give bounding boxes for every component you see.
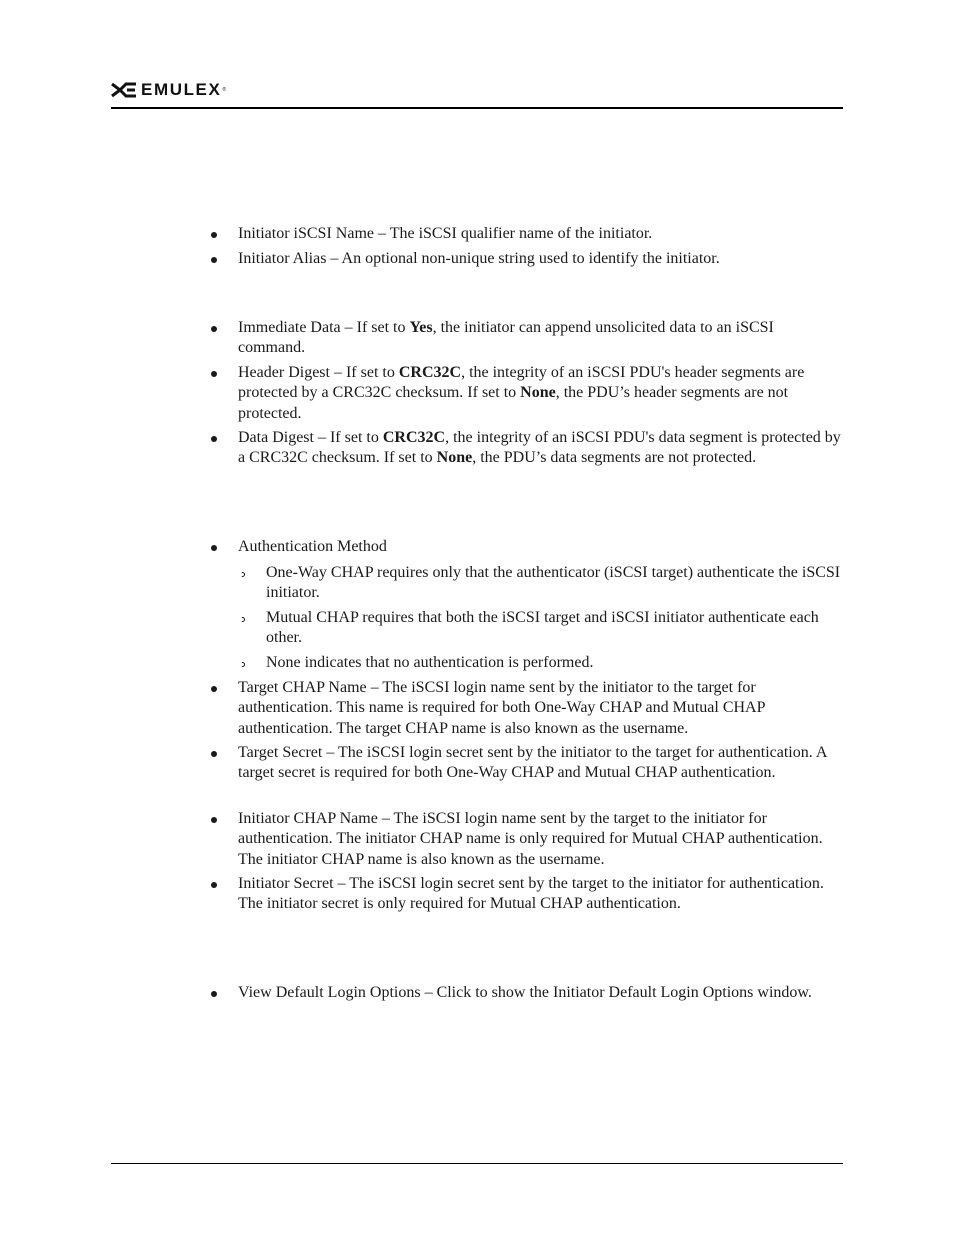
list-item-initiator-iscsi-name: Initiator iSCSI Name – The iSCSI qualifier name of the initiator.: [238, 225, 653, 242]
bullet-icon: [211, 326, 217, 332]
footer-rule: [111, 1163, 843, 1164]
bullet-icon: [211, 751, 217, 757]
bullet-icon: [211, 436, 217, 442]
bullet-icon: [211, 686, 217, 692]
list-item-view-default-login-options: View Default Login Options – Click to show the Initiator Default Login Options window.: [238, 984, 812, 1001]
list-item-initiator-secret: Initiator Secret – The iSCSI login secret sent by the target to the initiator for authentication. The initiator secret is only required for Mutual CHAP authentication.: [238, 875, 824, 913]
list-item-header-digest: Header Digest – If set to CRC32C, the integrity of an iSCSI PDU's header segments are protected by a CRC32C checksum. If set to None, the PDU’s header segments are not protected.: [238, 364, 805, 422]
trademark-symbol: ®: [222, 86, 227, 93]
sub-item-mutual-chap: Mutual CHAP requires that both the iSCSI target and iSCSI initiator authenticate each other.: [266, 609, 819, 647]
sub-bullet-icon: [240, 662, 245, 667]
bullet-icon: [211, 257, 217, 263]
emulex-logo: [111, 81, 226, 98]
list-item-immediate-data: Immediate Data – If set to Yes, the initiator can append unsolicited data to an iSCSI command.: [238, 319, 774, 357]
emulex-mark-icon: [111, 82, 137, 98]
list-item-initiator-alias: Initiator Alias – An optional non-unique string used to identify the initiator.: [238, 250, 720, 267]
list-item-data-digest: Data Digest – If set to CRC32C, the integrity of an iSCSI PDU's data segment is protected by a CRC32C checksum. If set to None, the PDU’s data segments are not protected.: [238, 429, 841, 467]
bullet-icon: [211, 817, 217, 823]
bullet-icon: [211, 991, 217, 997]
sub-bullet-icon: [240, 617, 245, 622]
sub-item-none: None indicates that no authentication is performed.: [266, 654, 594, 671]
list-item-target-chap-name: Target CHAP Name – The iSCSI login name sent by the initiator to the target for authentication. This name is required for both One-Way CHAP and Mutual CHAP authentication. The target CHAP name is also known as the username.: [238, 679, 765, 737]
sub-bullet-icon: [240, 572, 245, 577]
bullet-icon: [211, 232, 217, 238]
sub-item-one-way-chap: One-Way CHAP requires only that the authenticator (iSCSI target) authenticate the iSCSI initiator.: [266, 564, 841, 602]
header-rule: [111, 107, 843, 109]
bullet-icon: [211, 882, 217, 888]
list-item-authentication-method: Authentication Method: [238, 538, 387, 555]
logo-wordmark: EMULEX: [141, 80, 222, 99]
list-item-initiator-chap-name: Initiator CHAP Name – The iSCSI login name sent by the target to the initiator for authentication. The initiator CHAP name is only required for Mutual CHAP authentication. The initiator CHAP name is also known as the username.: [238, 810, 823, 868]
bullet-icon: [211, 371, 217, 377]
bullet-icon: [211, 545, 217, 551]
list-item-target-secret: Target Secret – The iSCSI login secret sent by the initiator to the target for authentication. A target secret is required for both One-Way CHAP and Mutual CHAP authentication.: [238, 744, 827, 782]
